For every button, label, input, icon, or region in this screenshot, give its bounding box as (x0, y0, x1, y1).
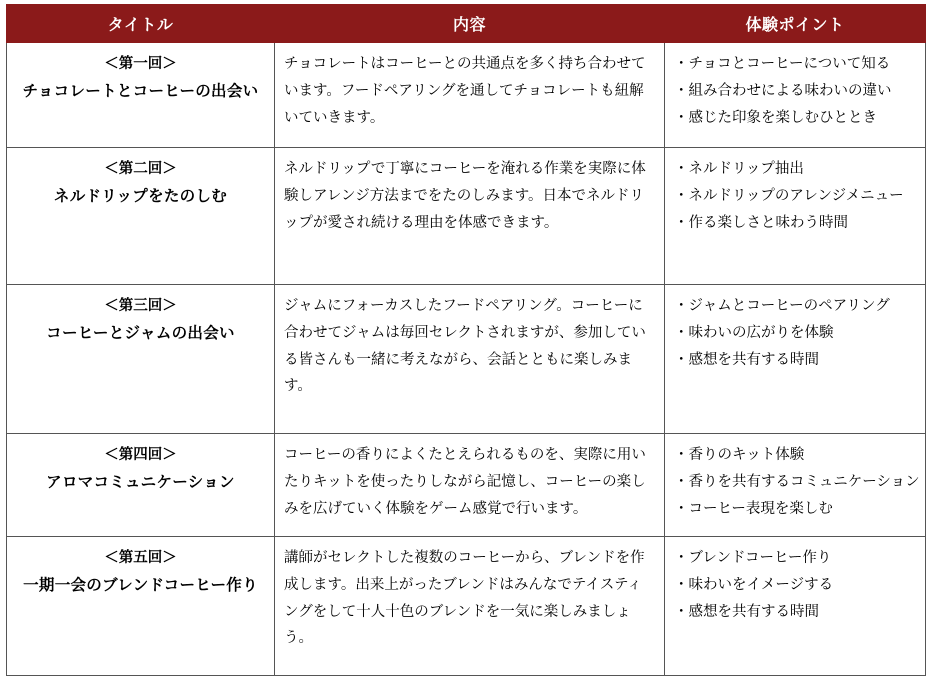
session-points-cell (665, 285, 926, 434)
point-item: ・味わいの広がりを体験 (674, 324, 834, 341)
column-header-title: タイトル (7, 5, 275, 43)
point-item: ・感想を共有する時間 (674, 351, 819, 368)
point-item: ・ブレンドコーヒー作り (674, 550, 832, 566)
session-points-cell (665, 43, 926, 148)
table-body (7, 43, 926, 676)
session-title-cell (7, 537, 275, 676)
point-item: ・ネルドリップ抽出 (674, 161, 804, 177)
point-item: ・チョコとコーヒーについて知る (674, 56, 891, 72)
session-points-cell (665, 434, 926, 537)
session-name: コーヒーとジャムの出会い (46, 324, 235, 342)
table-header-row (7, 5, 926, 43)
session-points-cell (665, 537, 926, 676)
point-item: ・ジャムとコーヒーのペアリング (674, 298, 890, 314)
session-title-cell (7, 285, 275, 434)
session-description-cell: 講師がセレクトした複数のコーヒーから、ブレンドを作成します。出来上がったブレンドはみんなでテイスティングをして十人十色のブレンドを一気に楽しみましょう。 (275, 537, 665, 676)
point-item: ・組み合わせによる味わいの違い (674, 82, 892, 99)
session-description-cell: コーヒーの香りによくたとえられるものを、実際に用いたりキットを使ったりしながら記憶し、コーヒーの楽しみを広げていく体験をゲーム感覚で行います。 (275, 434, 665, 537)
table-row (7, 537, 926, 676)
session-description-cell: ネルドリップで丁寧にコーヒーを淹れる作業を実際に体験しアレンジ方法までをたのしみます。日本でネルドリップが愛され続ける理由を体感できます。 (275, 148, 665, 285)
session-title-cell (7, 43, 275, 148)
session-ordinal: ＜第一回＞ (104, 56, 177, 72)
session-name: ネルドリップをたのしむ (53, 187, 228, 205)
point-item: ・味わいをイメージする (674, 576, 834, 593)
point-item: ・作る楽しさと味わう時間 (674, 214, 848, 231)
point-item: ・コーヒー表現を楽しむ (674, 500, 833, 517)
point-item: ・香りのキット体験 (674, 447, 805, 463)
table-row (7, 43, 926, 148)
session-ordinal: ＜第三回＞ (104, 298, 177, 314)
session-name: 一期一会のブレンドコーヒー作り (23, 576, 258, 594)
column-header-content: 内容 (275, 5, 665, 43)
table-row (7, 434, 926, 537)
table-header (7, 5, 926, 43)
point-item: ・香りを共有するコミュニケーション (674, 473, 920, 490)
table-row (7, 148, 926, 285)
session-points-cell (665, 148, 926, 285)
session-ordinal: ＜第五回＞ (104, 550, 177, 566)
session-description-cell: ジャムにフォーカスしたフードペアリング。コーヒーに合わせてジャムは毎回セレクトされますが、参加している皆さんも一緒に考えながら、会話とともに楽しみます。 (275, 285, 665, 434)
table-row (7, 285, 926, 434)
session-ordinal: ＜第二回＞ (104, 161, 177, 177)
session-name: チョコレートとコーヒーの出会い (22, 82, 259, 100)
session-title-cell (7, 148, 275, 285)
session-name: アロマコミュニケーション (46, 473, 235, 491)
session-description-cell: チョコレートはコーヒーとの共通点を多く持ち合わせています。フードペアリングを通してチョコレートも紐解いていきます。 (275, 43, 665, 148)
column-header-experience-points: 体験ポイント (665, 5, 926, 43)
course-schedule-table (6, 4, 926, 676)
session-ordinal: ＜第四回＞ (104, 447, 177, 463)
point-item: ・感じた印象を楽しむひととき (674, 109, 877, 126)
session-title-cell (7, 434, 275, 537)
point-item: ・感想を共有する時間 (674, 603, 819, 620)
point-item: ・ネルドリップのアレンジメニュー (674, 187, 904, 204)
